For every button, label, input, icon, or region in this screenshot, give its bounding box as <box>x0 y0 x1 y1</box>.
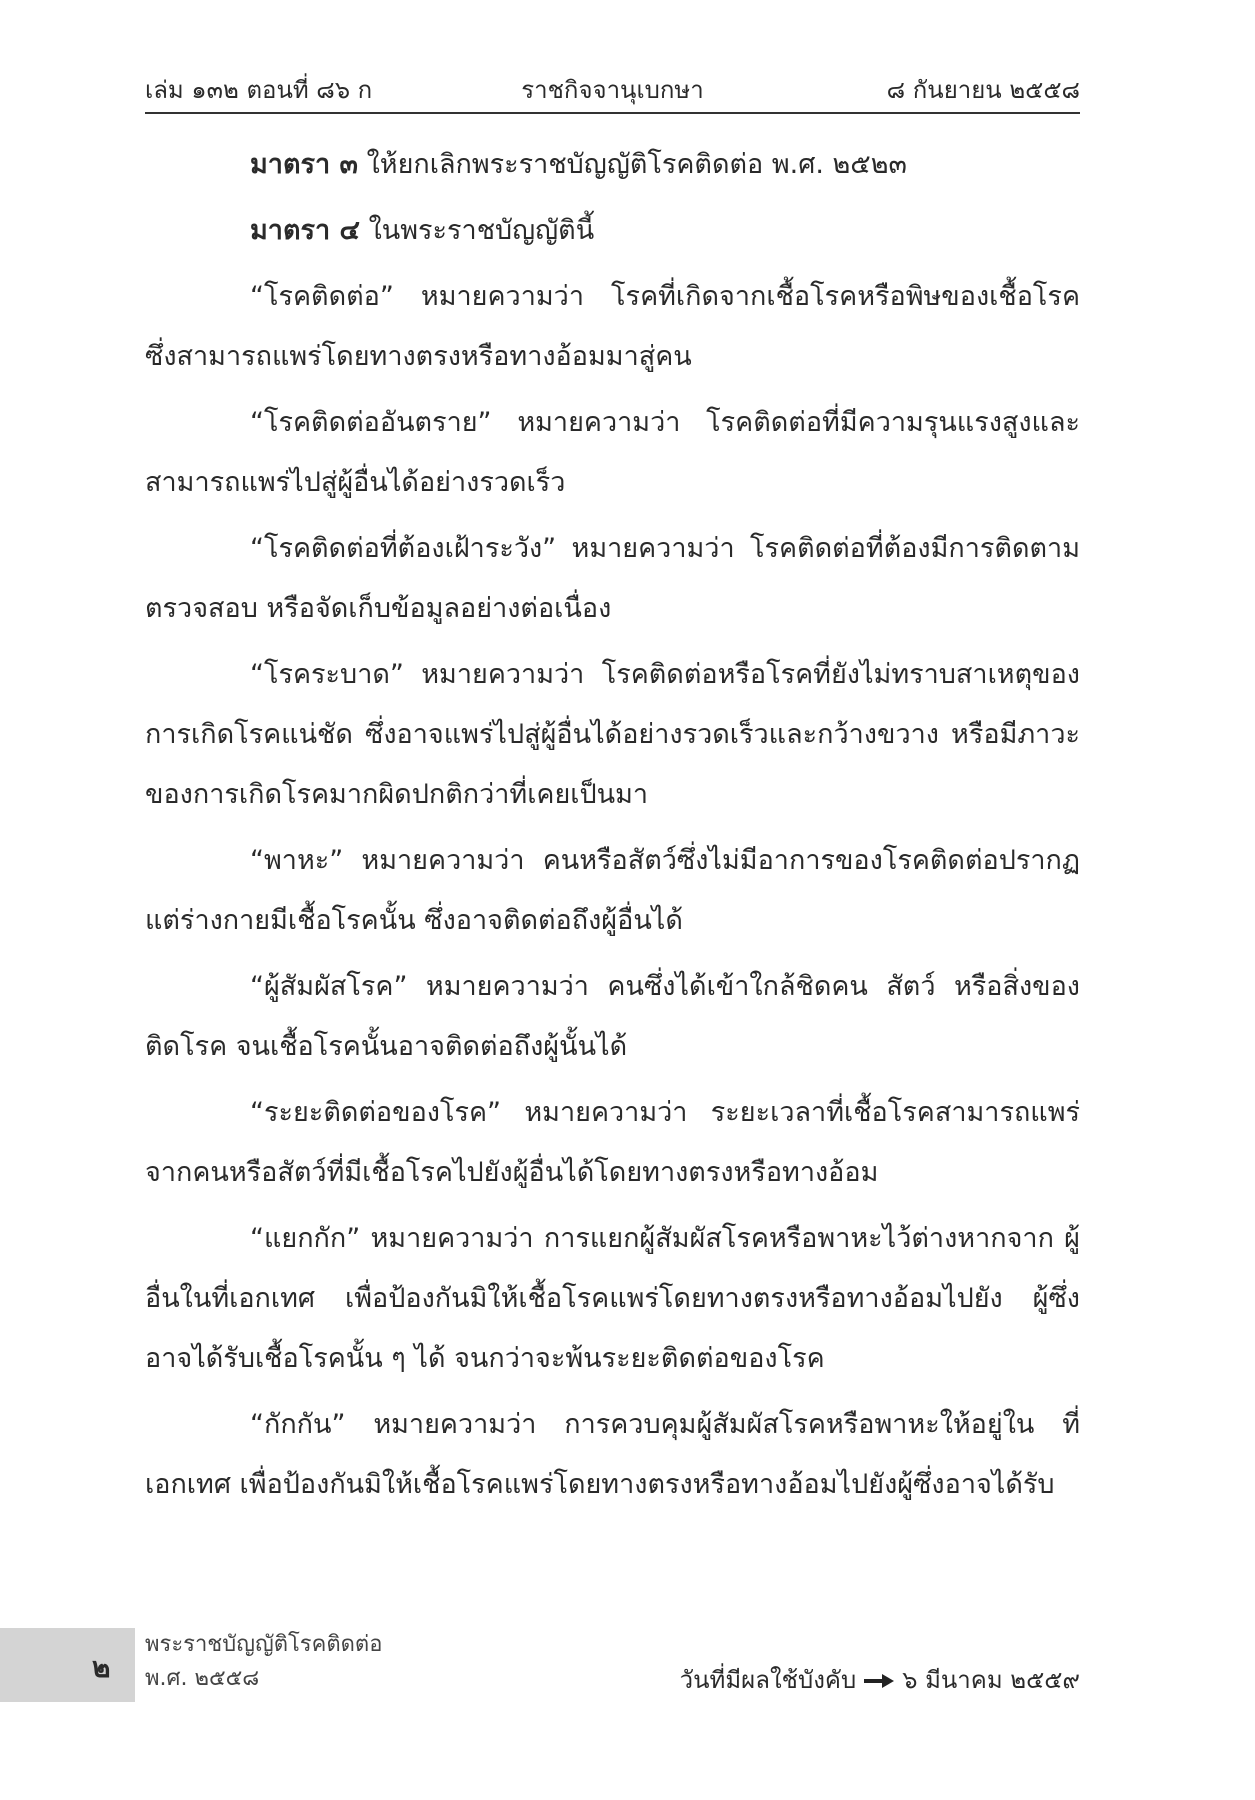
definition-paragraph: “กักกัน” หมายความว่า การควบคุมผู้สัมผัสโรคหรือพาหะให้อยู่ใน ที่เอกเทศ เพื่อป้องกันมิให้เชื้อโรคแพร่โดยทางตรงหรือทางอ้อมไปยังผู้ซึ่งอาจได้รับ <box>145 1409 1080 1500</box>
page-number: ๒ <box>92 1651 111 1684</box>
definition-paragraph: “โรคติดต่ออันตราย” หมายความว่า โรคติดต่อที่มีความรุนแรงสูงและสามารถแพร่ไปสู่ผู้อื่นได้อย่างรวดเร็ว <box>145 407 1080 498</box>
section-text: ในพระราชบัญญัตินี้ <box>368 215 595 246</box>
definition-paragraph: “แยกกัก” หมายความว่า การแยกผู้สัมผัสโรคหรือพาหะไว้ต่างหากจาก ผู้อื่นในที่เอกเทศ เพื่อป้องกันมิให้เชื้อโรคแพร่โดยทางตรงหรือทางอ้อมไปยัง ผู้ซึ่งอาจได้รับเชื้อโรคนั้น ๆ ได้ จนกว่าจะพ้นระยะติดต่อของโรค <box>145 1223 1080 1374</box>
gazette-title: ราชกิจจานุเบกษา <box>521 76 704 104</box>
section-3 <box>145 135 1080 195</box>
volume-issue: เล่ม ๑๓๒ ตอนที่ ๘๖ ก <box>145 76 373 104</box>
page-number-tab <box>0 1628 135 1702</box>
page-header <box>145 58 1080 114</box>
act-reference <box>145 1628 382 1696</box>
document-body <box>145 135 1080 1521</box>
definition-paragraph: “โรคติดต่อ” หมายความว่า โรคที่เกิดจากเชื้อโรคหรือพิษของเชื้อโรค ซึ่งสามารถแพร่โดยทางตรงหรือทางอ้อมมาสู่คน <box>145 281 1080 372</box>
act-title: พระราชบัญญัติโรคติดต่อ <box>145 1632 383 1657</box>
definition-paragraph: “พาหะ” หมายความว่า คนหรือสัตว์ซึ่งไม่มีอาการของโรคติดต่อปรากฏ แต่ร่างกายมีเชื้อโรคนั้น ซึ่งอาจติดต่อถึงผู้อื่นได้ <box>145 845 1080 936</box>
definition-paragraph: “โรคระบาด” หมายความว่า โรคติดต่อหรือโรคที่ยังไม่ทราบสาเหตุของการเกิดโรคแน่ชัด ซึ่งอาจแพร่ไปสู่ผู้อื่นได้อย่างรวดเร็วและกว้างขวาง หรือมีภาวะของการเกิดโรคมากผิดปกติกว่าที่เคยเป็นมา <box>145 659 1080 810</box>
definition-paragraph: “โรคติดต่อที่ต้องเฝ้าระวัง” หมายความว่า โรคติดต่อที่ต้องมีการติดตาม ตรวจสอบ หรือจัดเก็บข้อมูลอย่างต่อเนื่อง <box>145 533 1080 624</box>
publication-date: ๘ กันยายน ๒๕๕๘ <box>886 76 1080 104</box>
effective-date-line <box>680 1660 1080 1699</box>
effective-label: วันที่มีผลใช้บังคับ <box>679 1666 857 1694</box>
section-label: มาตรา ๔ <box>250 215 360 246</box>
section-text: ให้ยกเลิกพระราชบัญญัติโรคติดต่อ พ.ศ. ๒๕๒๓ <box>366 149 907 180</box>
arrow-right-icon <box>864 1674 894 1688</box>
effective-date: ๖ มีนาคม ๒๕๕๙ <box>902 1666 1080 1694</box>
section-label: มาตรา ๓ <box>250 149 359 180</box>
definition-paragraph: “ผู้สัมผัสโรค” หมายความว่า คนซึ่งได้เข้าใกล้ชิดคน สัตว์ หรือสิ่งของ ติดโรค จนเชื้อโรคนั้นอาจติดต่อถึงผู้นั้นได้ <box>145 971 1080 1062</box>
section-4 <box>145 201 1080 261</box>
definition-paragraph: “ระยะติดต่อของโรค” หมายความว่า ระยะเวลาที่เชื้อโรคสามารถแพร่ จากคนหรือสัตว์ที่มีเชื้อโรคไปยังผู้อื่นได้โดยทางตรงหรือทางอ้อม <box>145 1097 1080 1188</box>
act-year: พ.ศ. ๒๕๕๘ <box>145 1666 260 1691</box>
